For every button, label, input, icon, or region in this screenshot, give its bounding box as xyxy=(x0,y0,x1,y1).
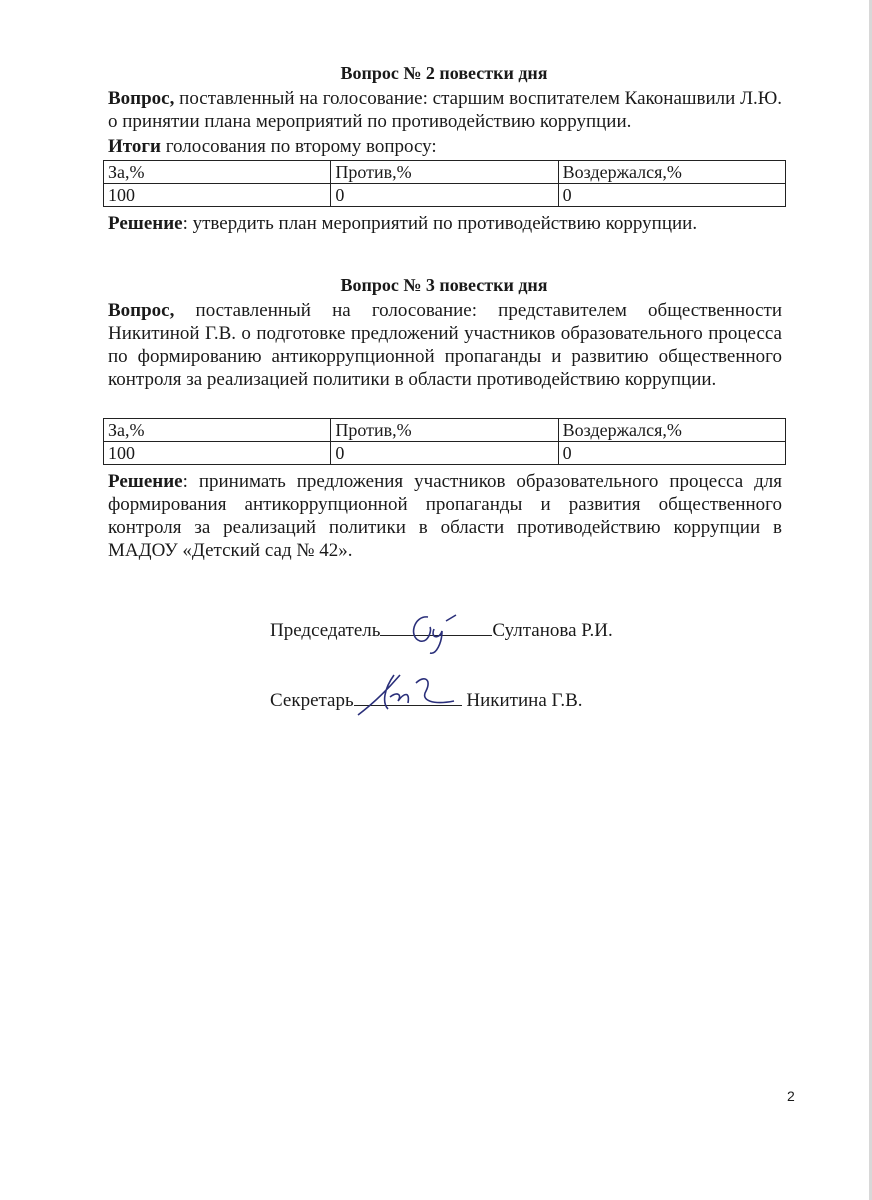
chair-name: Султанова Р.И. xyxy=(492,620,613,641)
header-abstain: Воздержался,% xyxy=(558,419,785,442)
secretary-signature-icon xyxy=(354,669,464,719)
q2-decision xyxy=(108,212,782,235)
q3-question-label: Вопрос, xyxy=(108,300,175,321)
q2-decision-text: : утвердить план мероприятий по противодействию коррупции. xyxy=(182,213,698,234)
secretary-name: Никитина Г.В. xyxy=(461,690,583,711)
q2-question-text: поставленный на голосование: старшим воспитателем Каконашвили Л.Ю. о принятии плана мероприятий по противодействию коррупции. xyxy=(108,88,782,132)
table-row xyxy=(104,442,786,465)
chair-label: Председатель xyxy=(270,620,381,641)
signature-blank xyxy=(380,635,492,636)
q3-question-text: поставленный на голосование: представителем общественности Никитиной Г.В. о подготовке предложений участников образовательного процесса по формированию антикоррупционной пропаганды и развитию общественного контроля за реализацией политики в области противодействию коррупции. xyxy=(108,300,782,390)
table-header-row xyxy=(104,161,786,184)
q2-question xyxy=(108,87,782,133)
secretary-label: Секретарь xyxy=(270,690,354,711)
q3-title: Вопрос № 3 повестки дня xyxy=(340,275,548,295)
chair-signature-icon xyxy=(400,609,470,659)
q2-decision-label: Решение xyxy=(108,213,183,234)
value-against: 0 xyxy=(331,442,558,465)
q3-decision-label: Решение xyxy=(108,471,183,492)
header-for: За,% xyxy=(104,161,331,184)
header-against: Против,% xyxy=(331,419,558,442)
q3-vote-table xyxy=(103,418,786,465)
chair-signature-line xyxy=(270,620,613,642)
value-abstain: 0 xyxy=(558,442,785,465)
value-against: 0 xyxy=(331,184,558,207)
q2-vote-table xyxy=(103,160,786,207)
value-for: 100 xyxy=(104,184,331,207)
q2-results-label: Итоги xyxy=(108,136,161,157)
table-header-row xyxy=(104,419,786,442)
q2-results-text: голосования по второму вопросу: xyxy=(160,136,437,157)
q3-question xyxy=(108,299,782,391)
q3-decision-text: : принимать предложения участников образовательного процесса для формирования антикоррупционной пропаганды и развития общественного контроля за реализаций политики в области противодействию коррупции в МАДОУ «Детский сад № 42». xyxy=(108,471,782,561)
q3-decision xyxy=(108,470,782,562)
value-abstain: 0 xyxy=(558,184,785,207)
secretary-signature-line xyxy=(270,690,583,712)
q2-title: Вопрос № 2 повестки дня xyxy=(340,63,548,83)
q2-question-label: Вопрос, xyxy=(108,88,175,109)
table-row xyxy=(104,184,786,207)
header-against: Против,% xyxy=(331,161,558,184)
signature-blank xyxy=(354,705,462,706)
header-for: За,% xyxy=(104,419,331,442)
q2-results xyxy=(108,135,782,158)
page-number: 2 xyxy=(787,1088,795,1104)
header-abstain: Воздержался,% xyxy=(558,161,785,184)
value-for: 100 xyxy=(104,442,331,465)
